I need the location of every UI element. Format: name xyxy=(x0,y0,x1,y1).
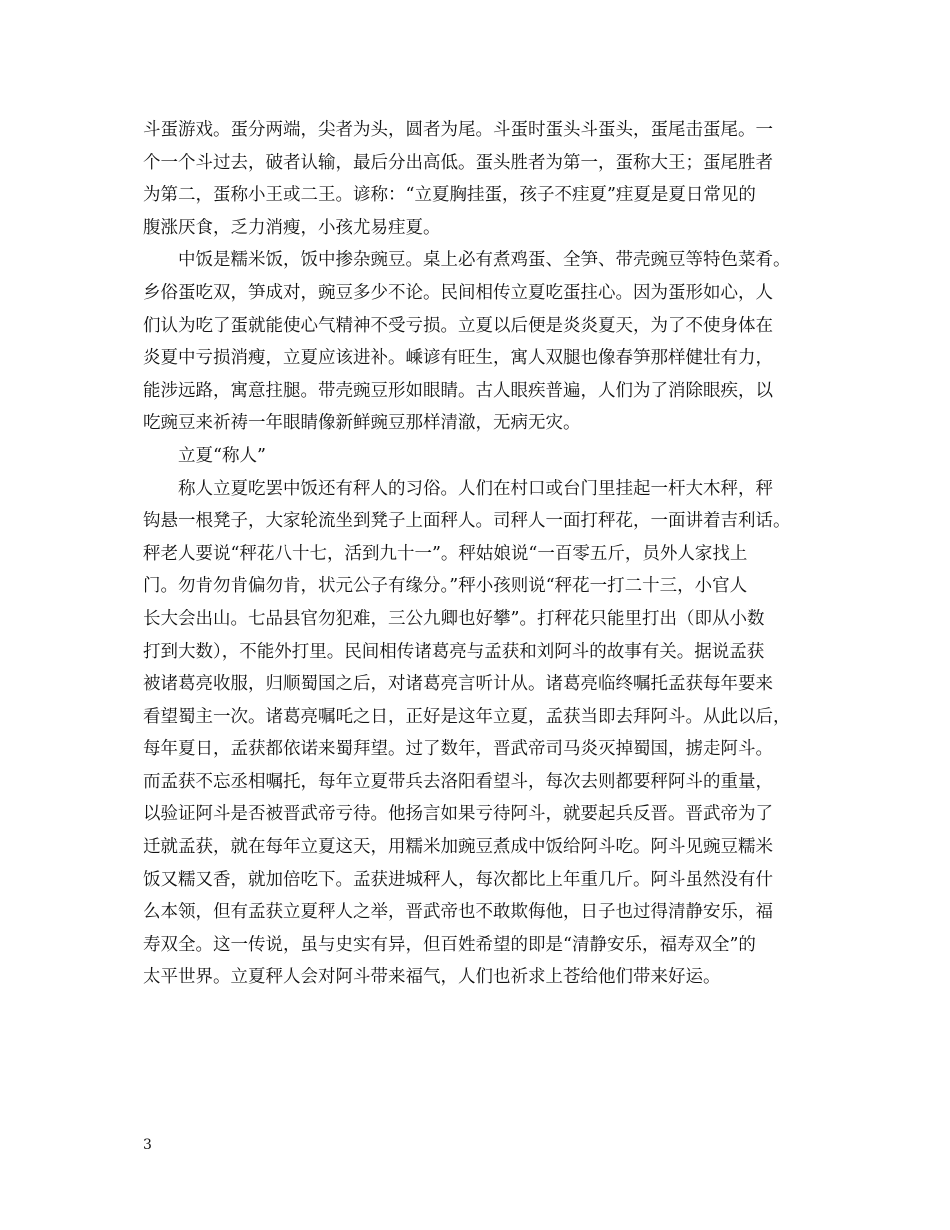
text-line: 个一个斗过去，破者认输，最后分出高低。蛋头胜者为第一，蛋称大王；蛋尾胜者 xyxy=(143,152,773,173)
text-line: 被诸葛亮收服，归顺蜀国之后，对诸葛亮言听计从。诸葛亮临终嘱托孟获每年要来 xyxy=(143,674,773,695)
text-line: 立夏“称人” xyxy=(178,445,266,466)
text-line: 饭又糯又香，就加倍吃下。孟获进城秤人，每次都比上年重几斤。阿斗虽然没有什 xyxy=(143,869,773,890)
text-line: 秤老人要说“秤花八十七，活到九十一”。秤姑娘说“一百零五斤，员外人家找上 xyxy=(143,543,748,564)
text-line: 腹涨厌食，乏力消瘦，小孩尤易疰夏。 xyxy=(143,217,441,238)
text-line: 长大会出山。七品县官勿犯难，三公九卿也好攀”。打秤花只能里打出（即从小数 xyxy=(143,608,765,629)
text-line: 看望蜀主一次。诸葛亮嘱吒之日，正好是这年立夏，孟获当即去拜阿斗。从此以后， xyxy=(143,706,791,727)
body-text xyxy=(143,114,813,994)
text-line: 钩悬一根凳子，大家轮流坐到凳子上面秤人。司秤人一面打秤花，一面讲着吉利话。 xyxy=(143,511,791,532)
text-line: 炎夏中亏损消瘦，立夏应该进补。嵊谚有旺生，寓人双腿也像春笋那样健壮有力， xyxy=(143,348,773,369)
text-line: 吃豌豆来祈祷一年眼睛像新鲜豌豆那样清澈，无病无灾。 xyxy=(143,413,581,434)
text-line: 门。勿肯勿肯偏勿肯，状元公子有缘分。”秤小孩则说“秤花一打二十三，小官人 xyxy=(143,576,748,597)
text-line: 们认为吃了蛋就能使心气精神不受亏损。立夏以后便是炎炎夏天，为了不使身体在 xyxy=(143,315,773,336)
text-line: 迁就孟获，就在每年立夏这天，用糯米加豌豆煮成中饭给阿斗吃。阿斗见豌豆糯米 xyxy=(143,837,773,858)
text-line: 乡俗蛋吃双，笋成对，豌豆多少不论。民间相传立夏吃蛋拄心。因为蛋形如心，人 xyxy=(143,282,773,303)
text-line: 太平世界。立夏秤人会对阿斗带来福气，人们也祈求上苍给他们带来好运。 xyxy=(143,967,721,988)
text-line: 每年夏日，孟获都依诺来蜀拜望。过了数年，晋武帝司马炎灭掉蜀国，掳走阿斗。 xyxy=(143,739,773,760)
page-number: 3 xyxy=(143,1137,152,1153)
text-line: 斗蛋游戏。蛋分两端，尖者为头，圆者为尾。斗蛋时蛋头斗蛋头，蛋尾击蛋尾。一 xyxy=(143,120,773,140)
text-line: 称人立夏吃罢中饭还有秤人的习俗。人们在村口或台门里挂起一杆大木秤，秤 xyxy=(178,478,773,499)
text-line: 打到大数），不能外打里。民间相传诸葛亮与孟获和刘阿斗的故事有关。据说孟获 xyxy=(143,641,765,662)
text-line: 寿双全。这一传说，虽与史实有异，但百姓希望的即是“清静安乐，福寿双全”的 xyxy=(143,934,756,955)
text-line: 为第二，蛋称小王或二王。谚称：“立夏胸挂蛋，孩子不疰夏”疰夏是夏日常见的 xyxy=(143,185,756,206)
text-line: 以验证阿斗是否被晋武帝亏待。他扬言如果亏待阿斗，就要起兵反晋。晋武帝为了 xyxy=(143,804,773,825)
text-line: 中饭是糯米饭，饭中掺杂豌豆。桌上必有煮鸡蛋、全笋、带壳豌豆等特色菜肴。 xyxy=(178,250,791,271)
text-line: 而孟获不忘丞相嘱托，每年立夏带兵去洛阳看望斗，每次去则都要秤阿斗的重量， xyxy=(143,771,773,792)
text-line: 么本领，但有孟获立夏秤人之举，晋武帝也不敢欺侮他，日子也过得清静安乐，福 xyxy=(143,902,773,923)
text-line: 能涉远路，寓意拄腿。带壳豌豆形如眼睛。古人眼疾普遍，人们为了消除眼疾，以 xyxy=(143,380,773,401)
